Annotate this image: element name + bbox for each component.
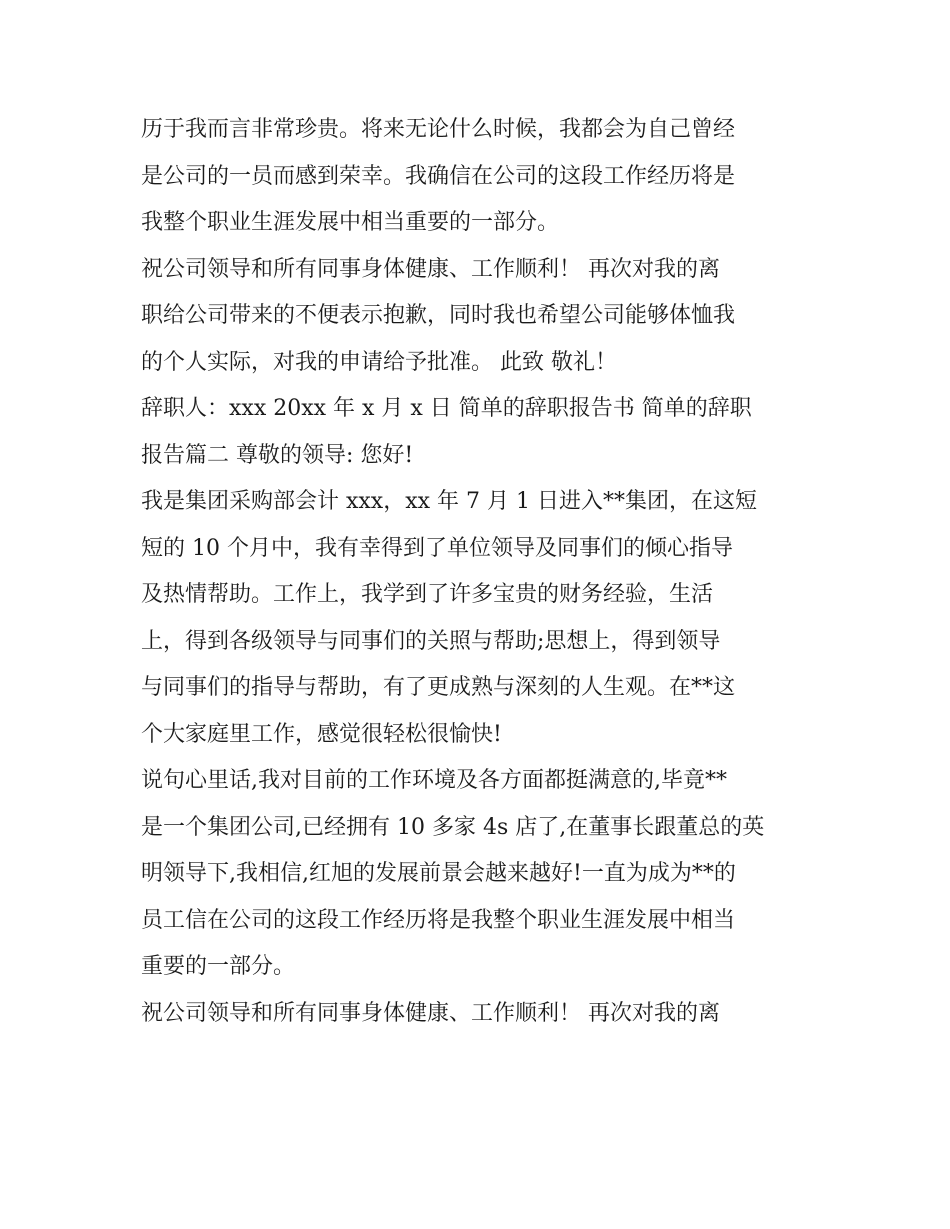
text-line: 个大家庭里工作，感觉很轻松很愉快! bbox=[141, 721, 502, 747]
text-line: 的个人实际，对我的申请给予批准。 此致 敬礼！ bbox=[141, 349, 617, 375]
text-line: 说句心里话,我对目前的工作环境及各方面都挺满意的,毕竟** bbox=[141, 768, 727, 793]
text-line: 历于我而言非常珍贵。将来无论什么时候，我都会为自己曾经 bbox=[141, 117, 736, 142]
text-line: 短的 10 个月中，我有幸得到了单位领导及同事们的倾心指导 bbox=[141, 535, 733, 561]
text-line: 祝公司领导和所有同事身体健康、工作顺利！ 再次对我的离 bbox=[141, 1000, 720, 1026]
text-line: 员工信在公司的这段工作经历将是我整个职业生涯发展中相当 bbox=[141, 907, 736, 933]
document-body bbox=[141, 107, 821, 1037]
text-line: 是公司的一员而感到荣幸。我确信在公司的这段工作经历将是 bbox=[141, 163, 736, 189]
text-line: 祝公司领导和所有同事身体健康、工作顺利！ 再次对我的离 bbox=[141, 256, 720, 282]
text-line: 与同事们的指导与帮助，有了更成熟与深刻的人生观。在**这 bbox=[141, 675, 736, 700]
text-line: 及热情帮助。工作上，我学到了许多宝贵的财务经验，生活 bbox=[141, 582, 714, 607]
text-line: 辞职人：xxx 20xx 年 x 月 x 日 简单的辞职报告书 简单的辞职 bbox=[141, 396, 752, 421]
text-line: 重要的一部分。 bbox=[141, 954, 296, 979]
text-line: 我整个职业生涯发展中相当重要的一部分。 bbox=[141, 210, 560, 235]
text-line: 是一个集团公司,已经拥有 10 多家 4s 店了,在董事长跟董总的英 bbox=[141, 814, 765, 840]
text-line: 职给公司带来的不便表示抱歉，同时我也希望公司能够体恤我 bbox=[141, 303, 736, 328]
text-line: 明领导下,我相信,红旭的发展前景会越来越好!一直为成为**的 bbox=[141, 861, 736, 886]
text-line: 我是集团采购部会计 xxx，xx 年 7 月 1 日进入**集团，在这短 bbox=[141, 489, 757, 514]
text-line: 上，得到各级领导与同事们的关照与帮助;思想上，得到领导 bbox=[141, 628, 721, 654]
text-line: 报告篇二 尊敬的领导: 您好! bbox=[141, 442, 414, 468]
